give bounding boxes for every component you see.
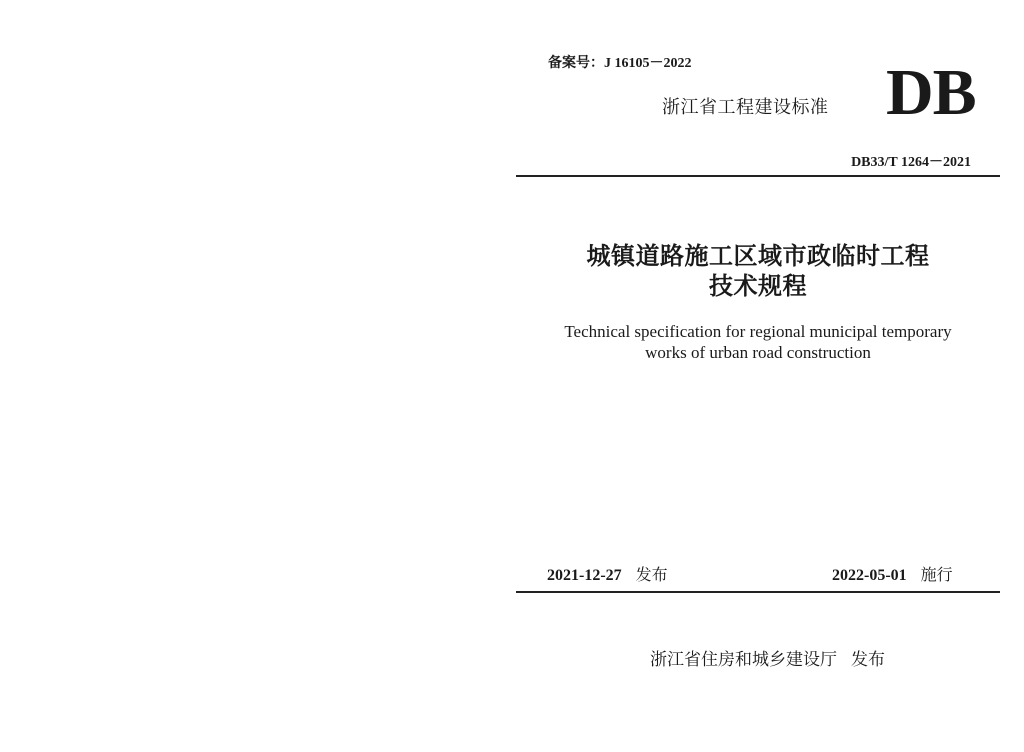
title-en-line-1: Technical specification for regional municipal temporary (564, 322, 952, 341)
record-number-label: 备案号： (548, 55, 604, 71)
db-standard-mark: DB (886, 56, 976, 129)
issue-date-line (547, 562, 668, 585)
record-number-value: J 16105－2022 (604, 56, 692, 71)
publisher-label: 发布 (851, 650, 885, 670)
title-en-line-2: works of urban road construction (645, 343, 871, 362)
title-cn-line-2: 技术规程 (709, 274, 807, 300)
bottom-divider-rule (516, 591, 1000, 593)
top-divider-rule (516, 175, 1000, 177)
issue-date-value: 2021-12-27 (547, 567, 622, 584)
effective-date-value: 2022-05-01 (832, 567, 907, 584)
issue-date-label: 发布 (635, 565, 668, 584)
effective-date-label: 施行 (920, 565, 953, 584)
title-block (516, 242, 1000, 363)
issuer-standard-heading: 浙江省工程建设标准 (662, 97, 829, 118)
title-cn-line-1: 城镇道路施工区域市政临时工程 (586, 244, 930, 270)
effective-date-line (832, 562, 953, 585)
record-number-line (548, 52, 692, 72)
publisher-line (650, 645, 885, 670)
publisher-name: 浙江省住房和城乡建设厅 (650, 650, 837, 670)
standard-number: DB33/T 1264－2021 (851, 155, 971, 170)
